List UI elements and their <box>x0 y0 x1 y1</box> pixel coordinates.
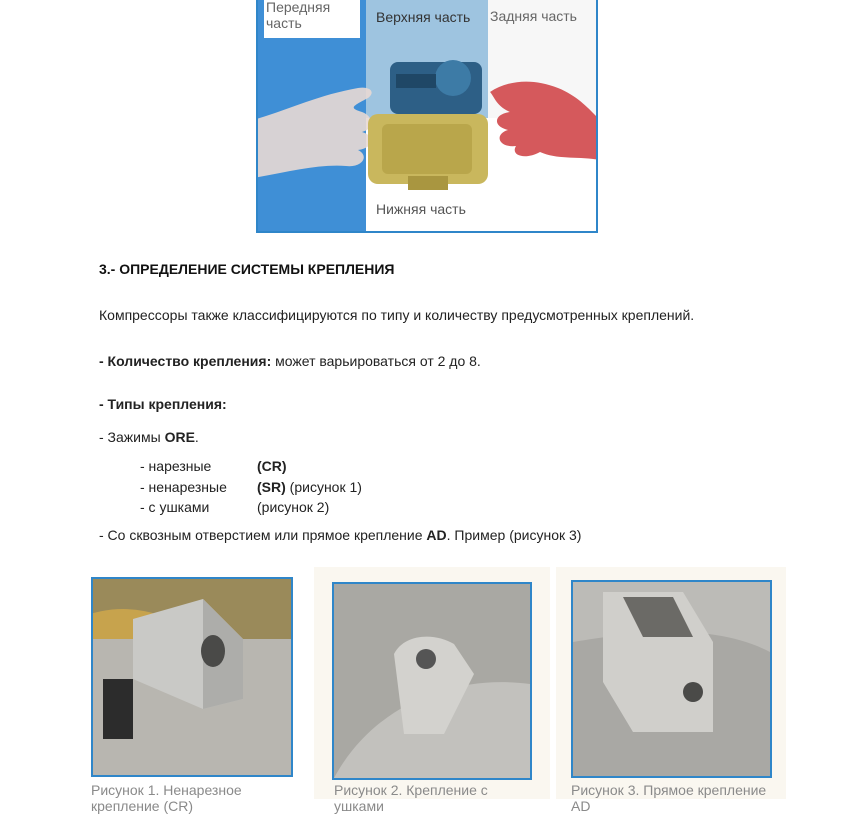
mount-count-text: может варьироваться от 2 до 8. <box>271 353 481 369</box>
right-hand-shape <box>490 82 598 160</box>
compressor-orientation-photo <box>256 0 598 233</box>
subtype-threaded-code: (CR) <box>257 458 287 474</box>
intro-paragraph: Компрессоры также классифицируются по типу и количеству предусмотренных креплений. <box>99 307 695 323</box>
section-heading: 3.- ОПРЕДЕЛЕНИЕ СИСТЕМЫ КРЕПЛЕНИЯ <box>99 261 395 277</box>
subtype-eared-name: - с ушками <box>140 499 210 515</box>
figure-3-image <box>571 580 772 778</box>
left-hand-shape <box>258 88 372 178</box>
clamps-suffix: . <box>194 429 199 445</box>
figure-3-caption: Рисунок 3. Прямое крепление AD <box>571 782 767 814</box>
label-bottom-side: Нижняя часть <box>376 201 466 217</box>
subtype-unthreaded-open: ( <box>257 479 262 495</box>
compressor-body-shade <box>382 124 472 174</box>
label-front-side: Передняя часть <box>264 0 360 38</box>
compressor-foot <box>408 176 448 190</box>
compressor-top-connector <box>396 74 436 88</box>
clamps-line <box>99 429 199 445</box>
label-back-side: Задняя часть <box>490 8 577 24</box>
through-code: AD <box>426 527 447 543</box>
subtype-unthreaded-code: SR) <box>261 479 286 495</box>
figure-1-image <box>91 577 293 777</box>
subtype-unthreaded-value <box>257 479 362 495</box>
compressor-top-cap <box>435 60 471 96</box>
clamps-code: ORE <box>164 429 195 445</box>
figure-2-caption: Рисунок 2. Крепление с ушками <box>334 782 488 814</box>
subtype-eared-note: (рисунок 2) <box>257 499 330 515</box>
eared-mount-illustration <box>334 584 530 778</box>
subtype-unthreaded-note: (рисунок 1) <box>285 479 362 495</box>
label-top-side: Верхняя часть <box>376 9 471 25</box>
mount-count-label: - Количество крепления: <box>99 353 272 369</box>
through-suffix: . Пример (рисунок 3) <box>446 527 582 543</box>
figure-2-image <box>332 582 532 780</box>
unthreaded-mount-illustration <box>93 579 291 775</box>
clamps-prefix: - Зажимы <box>99 429 165 445</box>
subtype-unthreaded-name: - ненарезные <box>140 479 227 495</box>
direct-mount-illustration <box>573 582 770 776</box>
mount-count-line <box>99 353 481 369</box>
mount-types-label: - Типы крепления: <box>99 396 227 412</box>
subtype-threaded-name: - нарезные <box>140 458 212 474</box>
figure-1-caption: Рисунок 1. Ненарезное крепление (CR) <box>91 782 242 814</box>
through-prefix: - Со сквозным отверстием или прямое крепление <box>99 527 427 543</box>
through-hole-line <box>99 527 581 543</box>
